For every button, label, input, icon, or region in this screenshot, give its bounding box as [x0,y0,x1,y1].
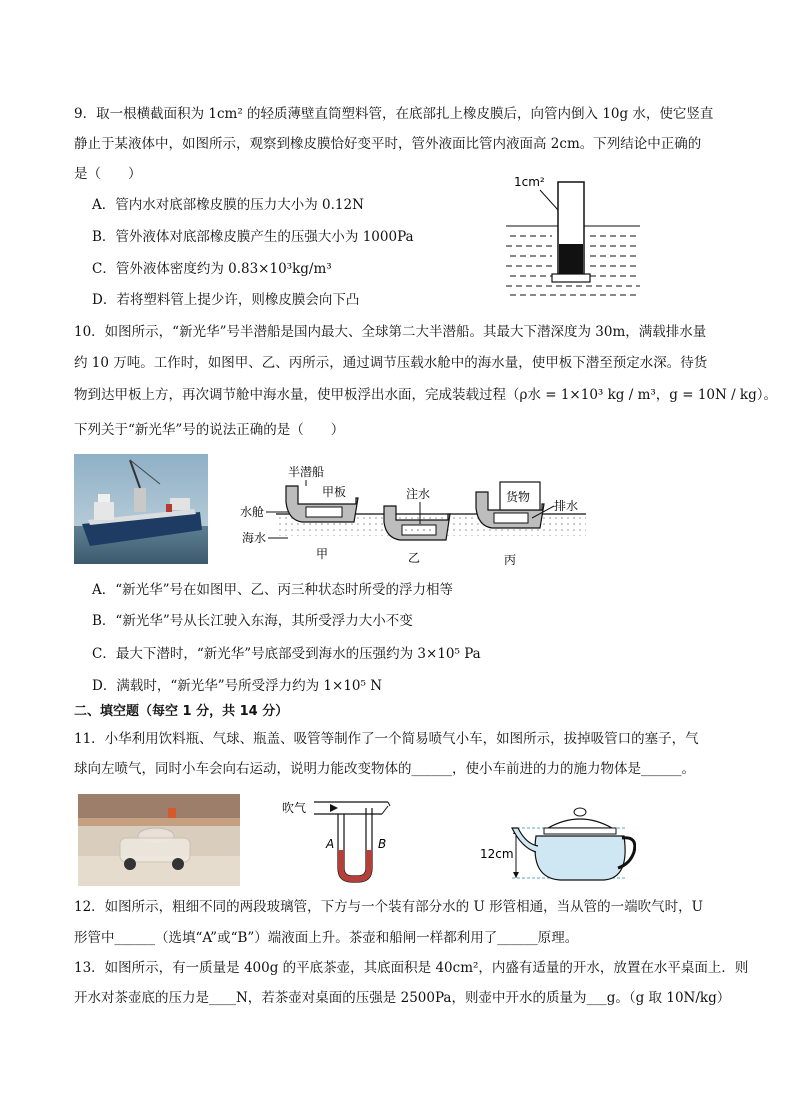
car-photo [78,794,240,886]
q13-text-line1: 13．如图所示，有一质量是 400g 的平底茶壶，其底面积是 40cm²，内盛有适量的开水，放置在水平桌面上．则 [74,960,749,976]
ship-label: 半潜船 [288,465,325,479]
q10-text-line4: 下列关于“新光华”号的说法正确的是（ ） [74,422,345,438]
u-tube-water [338,850,372,882]
q9-tube-figure [500,168,650,300]
section-2-title: 二、填空题（每空 1 分，共 14 分） [74,704,289,719]
teapot-body [535,836,625,880]
cargo-label: 货物 [506,490,531,504]
height-label: 12cm [480,847,514,861]
q10-option-c: C．最大下潜时，“新光华”号底部受到海水的压强约为 3×10⁵ Pa [92,646,481,662]
ship-photo [74,454,208,564]
blow-label: 吹气 [282,801,307,815]
label-bing: 丙 [504,553,517,567]
drain-label: 排水 [554,499,579,513]
q12-text-line1: 12．如图所示，粗细不同的两段玻璃管，下方与一个装有部分水的 U 形管相通，当从管的一端吹气时，U [74,899,704,915]
q9-option-a: A．管内水对底部橡皮膜的压力大小为 0.12N [92,197,364,213]
q9-option-d: D．若将塑料管上提少许，则橡皮膜会向下凸 [92,292,360,308]
q10-option-d: D．满载时，“新光华”号所受浮力约为 1×10⁵ N [92,678,383,694]
q13-text-line2: 开水对茶壶底的压力是____N，若茶壶对桌面的压强是 2500Pa，则壶中开水的质量为___g。（g 取 10N/kg） [74,990,731,1006]
q9-text-line2: 静止于某液体中，如图所示，观察到橡皮膜恰好变平时，管外液面比管内液面高 2cm。下列结论中正确的 [74,136,702,152]
label-b: B [378,837,387,851]
label-jia: 甲 [316,547,329,561]
q9-area-label: 1cm² [514,175,545,189]
q9-option-c: C．管外液体密度约为 0.83×10³kg/m³ [92,261,332,277]
q9-text-line3: 是（ ） [74,166,142,182]
q12-text-line2: 形管中______（选填“A”或“B”）端液面上升。茶壶和船闸一样都利用了______原理。 [74,930,579,946]
rubber-membrane [552,274,590,282]
sea-label: 海水 [242,531,267,545]
label-yi: 乙 [408,551,421,565]
teapot-figure [476,792,636,888]
u-tube-figure [278,792,396,888]
q10-text-line2: 约 10 万吨。工作时，如图甲、乙、丙所示，通过调节压载水舱中的海水量，使甲板下潜至预定水深。待货 [74,355,708,371]
q9-text-line1: 9．取一根横截面积为 1cm² 的轻质薄壁直筒塑料管，在底部扎上橡皮膜后，向管内倒入 10g 水，使它竖直 [74,106,714,122]
q10-text-line3: 物到达甲板上方，再次调节舱中海水量，使甲板浮出水面，完成装载过程（ρ水 = 1×10³ kg / m³，g = 10N / kg）。 [74,387,778,403]
q11-text-line1: 11．小华利用饮料瓶、气球、瓶盖、吸管等制作了一个简易喷气小车，如图所示，拔掉吸管口的塞子，气 [74,731,699,747]
q10-option-b: B．“新光华”号从长江驶入东海，其所受浮力大小不变 [92,613,413,629]
tank-label: 水舱 [240,505,265,519]
label-a: A [326,837,335,851]
q9-option-b: B．管外液体对底部橡皮膜产生的压强大小为 1000Pa [92,229,414,245]
q10-option-a: A．“新光华”号在如图甲、乙、丙三种状态时所受的浮力相等 [92,582,454,598]
deck-label: 甲板 [322,485,347,499]
q10-text-line1: 10．如图所示，“新光华”号半潜船是国内最大、全球第二大半潜船。其最大下潜深度为 30m，满载排水量 [74,324,707,340]
water-in-tube [559,244,583,274]
q11-text-line2: 球向左喷气，同时小车会向右运动，说明力能改变物体的______，使小车前进的力的施力物体是______。 [74,761,695,777]
inject-label: 注水 [406,487,431,501]
semi-submersible-diagram [236,462,596,572]
